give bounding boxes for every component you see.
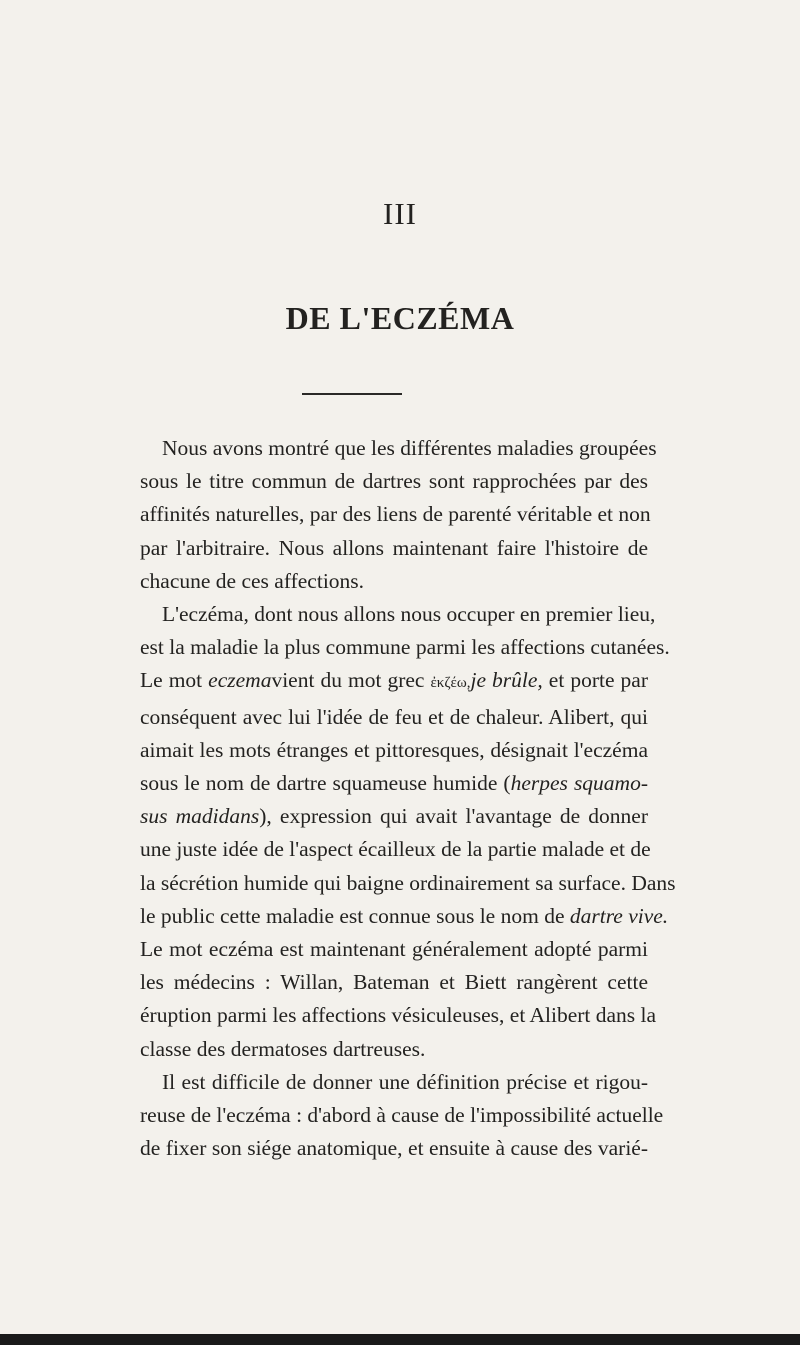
body-text (140, 432, 676, 1165)
text-line: aimait les mots étranges et pittoresques, désignait l'eczéma (140, 737, 648, 762)
text-line: L'eczéma, dont nous allons nous occuper en premier lieu, (162, 602, 656, 627)
text-line: classe des dermatoses dartreuses. (140, 1036, 426, 1061)
text-run: et porte par (542, 668, 648, 693)
text-line: de fixer son siége anatomique, et ensuite à cause des varié- (140, 1136, 648, 1161)
text-run-italic: sus madidans (140, 804, 260, 829)
text-line (140, 767, 648, 800)
text-line: sous le titre commun de dartres sont rapprochées par des (140, 469, 648, 494)
text-run: le public cette maladie est connue sous le nom de (140, 903, 570, 928)
text-run: ), expression qui avait l'avantage de donner (259, 804, 648, 829)
text-line: éruption parmi les affections vésiculeuses, et Alibert dans la (140, 1003, 657, 1028)
text-line: par l'arbitraire. Nous allons maintenant faire l'histoire de (140, 535, 648, 560)
text-run-italic: dartre vive. (569, 903, 669, 928)
page-edge-bar (0, 1334, 800, 1345)
text-line: les médecins : Willan, Bateman et Biett rangèrent cette (140, 970, 648, 995)
text-run-italic: herpes squamo- (510, 771, 648, 796)
text-run: sous le nom de dartre squameuse humide ( (140, 771, 511, 796)
text-line: une juste idée de l'aspect écailleux de la partie malade et de (140, 837, 651, 862)
text-line: reuse de l'eczéma : d'abord à cause de l'impossibilité actuelle (140, 1103, 664, 1128)
text-line: est la maladie la plus commune parmi les affections cutanées. (140, 635, 670, 660)
chapter-number: III (383, 196, 417, 231)
text-run: vient du mot grec (271, 668, 431, 693)
chapter-title: DE L'ECZÉMA (285, 300, 515, 336)
text-run: Le mot (140, 668, 209, 693)
text-line: affinités naturelles, par des liens de parenté véritable et non (140, 502, 651, 527)
text-run-italic: eczema (208, 668, 272, 693)
text-line: chacune de ces affections. (140, 568, 365, 593)
text-line: conséquent avec lui l'idée de feu et de chaleur. Alibert, qui (140, 704, 648, 729)
text-line: Nous avons montré que les différentes maladies groupées (162, 436, 657, 460)
text-line (140, 800, 648, 833)
text-run-italic: je brûle, (470, 668, 543, 693)
text-line: Le mot eczéma est maintenant généralement adopté parmi (140, 937, 648, 962)
text-line: la sécrétion humide qui baigne ordinairement sa surface. Dans (140, 870, 676, 895)
title-divider (302, 393, 402, 395)
text-line: Il est difficile de donner une définition précise et rigou- (162, 1069, 648, 1094)
greek-word: ἐκζέω, (430, 675, 471, 692)
text-line (140, 664, 648, 700)
text-line (140, 900, 669, 933)
